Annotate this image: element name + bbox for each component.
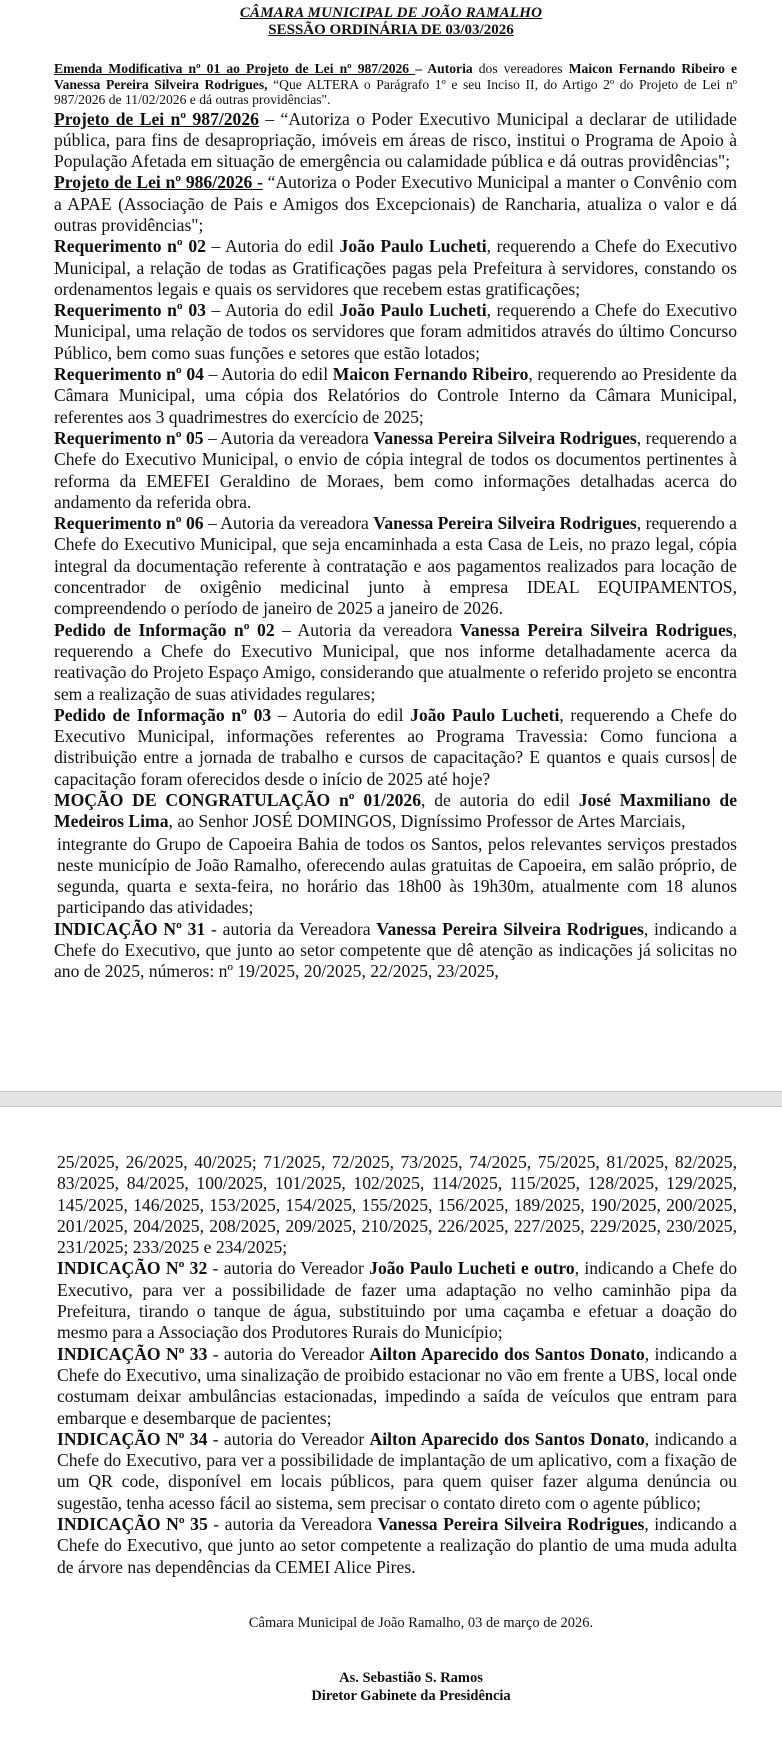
item-author: Ailton Aparecido dos Santos Donato <box>369 1428 645 1449</box>
item-heading: Pedido de Informação nº 03 <box>54 704 272 725</box>
item-requerimento-04: Requerimento nº 04 – Autoria do edil Maicon Fernando Ribeiro, requerendo ao Presidente da Câmara Municipal, uma cópia dos Relatórios do Controle Interno da Câmara Municipal, referentes aos 3 quadrimestres do exercício de 2025; <box>54 364 737 427</box>
item-heading: Projeto de Lei nº 987/2026 <box>54 108 259 129</box>
item-author: Ailton Aparecido dos Santos Donato <box>369 1343 645 1364</box>
page-break-separator <box>0 1091 782 1107</box>
item-author: José Maxmiliano de Medeiros Lima <box>54 790 737 832</box>
item-requerimento-06: Requerimento nº 06 – Autoria da vereadora Vanessa Pereira Silveira Rodrigues, requerendo a Chefe do Executivo Municipal, que seja encaminhada a esta Casa de Leis, no prazo legal, cópia integral da documentação referente à contratação e aos pagamentos realizados para locação de concentrador de oxigênio medicinal junto à empresa IDEAL EQUIPAMENTOS, compreendendo o período de janeiro de 2025 a janeiro de 2026. <box>54 513 737 619</box>
session-title: SESSÃO ORDINÁRIA DE 03/03/2026 <box>268 22 514 38</box>
item-heading: MOÇÃO DE CONGRATULAÇÃO nº 01/2026 <box>54 790 422 810</box>
item-heading: Requerimento nº 04 <box>54 364 204 385</box>
item-heading: Emenda Modificativa nº 01 ao Projeto de Lei nº 987/2026 <box>54 61 416 76</box>
item-indicacao-34: INDICAÇÃO Nº 34 - autoria do Vereador Ailton Aparecido dos Santos Donato, indicando a Chefe do Executivo, para ver a possibilidade de implantação de um aplicativo, com a fixação de um QR code, disponível em locais públicos, para quem quiser fazer alguma denúncia ou sugestão, tenha acesso fácil ao sistema, sem precisar o contato direto com o agente público; <box>57 1428 738 1513</box>
item-heading: Requerimento nº 06 <box>54 513 204 534</box>
document-body-page-1[interactable] <box>54 61 737 983</box>
item-requerimento-02: Requerimento nº 02 – Autoria do edil João Paulo Lucheti, requerendo a Chefe do Executivo Municipal, a relação de todas as Gratificações pagas pela Prefeitura à servidores, constando os ordenamentos legais e quais os servidores que recebem estas gratificações; <box>54 236 737 299</box>
item-indicacao-31-continuation: 25/2025, 26/2025, 40/2025; 71/2025, 72/2025, 73/2025, 74/2025, 75/2025, 81/2025, 82/2025, 83/2025, 84/2025, 100/2025, 101/2025, 102/2025, 114/2025, 115/2025, 128/2025, 129/2025, 145/2025, 146/2025, 153/2025, 154/2025, 155/2025, 156/2025, 189/2025, 190/2025, 200/2025, 201/2025, 204/2025, 208/2025, 209/2025, 210/2025, 226/2025, 227/2025, 229/2025, 230/2025, 231/2025; 233/2025 e 234/2025; <box>57 1152 737 1258</box>
item-author: Vanessa Pereira Silveira Rodrigues <box>376 918 644 939</box>
signature-name: As. Sebastião S. Ramos <box>339 1670 483 1686</box>
item-pedido-informacao-03: Pedido de Informação nº 03 – Autoria do edil João Paulo Lucheti, requerendo a Chefe do Executivo Municipal, informações referentes ao Programa Travessia: Como funciona a distribuição entre a jornada de trabalho e cursos de capacitação? E quantos e quais cursos de capacitação foram oferecidos desde o início de 2025 até hoje? <box>54 704 737 789</box>
item-heading: Requerimento nº 03 <box>54 300 206 321</box>
item-mocao-continuation: integrante do Grupo de Capoeira Bahia de todos os Santos, pelos relevantes serviços prestados neste município de João Ramalho, oferecendo aulas gratuitas de Capoeira, em salão próprio, de segunda, quarta e sexta-feira, no horário das 18h00 às 19h30m, atualmente com 18 alunos participando das atividades; <box>57 833 737 918</box>
signature-role: Diretor Gabinete da Presidência <box>311 1688 511 1704</box>
closing-place-date: Câmara Municipal de João Ramalho, 03 de março de 2026. <box>248 1615 594 1631</box>
item-heading: INDICAÇÃO Nº 35 <box>57 1514 208 1535</box>
document-header <box>0 0 782 39</box>
item-author: Maicon Fernando Ribeiro <box>332 364 529 385</box>
item-heading: INDICAÇÃO Nº 34 <box>57 1428 208 1449</box>
item-author: Vanessa Pereira Silveira Rodrigues <box>373 427 637 448</box>
signature-block <box>0 1669 782 1705</box>
item-indicacao-31: INDICAÇÃO Nº 31 - autoria da Vereadora Vanessa Pereira Silveira Rodrigues, indicando a Chefe do Executivo, que junto ao setor competente que dê atenção as indicações já solicitas no ano de 2025, números: nº 19/2025, 20/2025, 22/2025, 23/2025, <box>54 918 737 982</box>
item-requerimento-05: Requerimento nº 05 – Autoria da vereadora Vanessa Pereira Silveira Rodrigues, requerendo a Chefe do Executivo Municipal, o envio de cópia integral de todos os documentos pertinentes à reforma da EMEFEI Geraldino de Moraes, bem como informações detalhadas acerca do andamento da referida obra. <box>54 427 737 512</box>
item-heading: INDICAÇÃO Nº 33 <box>57 1343 208 1364</box>
item-mocao-congratulacao: MOÇÃO DE CONGRATULAÇÃO nº 01/2026, de autoria do edil José Maxmiliano de Medeiros Lima, ao Senhor JOSÉ DOMINGOS, Digníssimo Professor de Artes Marciais, <box>54 790 737 832</box>
item-author: Vanessa Pereira Silveira Rodrigues <box>377 1514 645 1535</box>
item-authors: Maicon Fernando Ribeiro e Vanessa Pereira Silveira Rodrigues, <box>54 61 738 92</box>
item-pedido-informacao-02: Pedido de Informação nº 02 – Autoria da vereadora Vanessa Pereira Silveira Rodrigues, requerendo a Chefe do Executivo Municipal, que nos informe detalhadamente acerca da reativação do Projeto Espaço Amigo, considerando que atualmente o referido projeto se encontra sem a realização de suas atividades regulares; <box>54 619 738 704</box>
item-heading: INDICAÇÃO Nº 31 <box>54 918 206 939</box>
item-indicacao-32: INDICAÇÃO Nº 32 - autoria do Vereador João Paulo Lucheti e outro, indicando a Chefe do Executivo, para ver a possibilidade de fazer uma adaptação no velho caminhão pipa da Prefeitura, tirando o tanque de água, substituindo por uma caçamba e efetuar a doação do mesmo para a Associação dos Produtores Rurais do Município; <box>57 1258 737 1343</box>
item-author: João Paulo Lucheti <box>339 236 487 257</box>
item-heading: Requerimento nº 02 <box>54 236 206 257</box>
document-body-page-2[interactable] <box>54 1152 737 1578</box>
item-heading: Projeto de Lei nº 986/2026 - <box>54 172 263 193</box>
item-indicacao-33: INDICAÇÃO Nº 33 - autoria do Vereador Ailton Aparecido dos Santos Donato, indicando a Chefe do Executivo, uma sinalização de proibido estacionar no vão em frente a UBS, local onde costumam deixar ambulâncias estacionadas, impedindo a saída de veículos que entram para embarque e desembarque de pacientes; <box>57 1343 738 1428</box>
item-heading: Requerimento nº 05 <box>54 427 204 448</box>
item-author: Vanessa Pereira Silveira Rodrigues <box>373 513 637 534</box>
item-author: João Paulo Lucheti <box>410 704 560 725</box>
item-author: João Paulo Lucheti e outro <box>369 1258 575 1279</box>
item-author: Vanessa Pereira Silveira Rodrigues <box>459 619 733 640</box>
item-emenda: Emenda Modificativa nº 01 ao Projeto de Lei nº 987/2026 – Autoria dos vereadores Maicon Fernando Ribeiro e Vanessa Pereira Silveira Rodrigues, “Que ALTERA o Parágrafo 1º e seu Inciso II, do Artigo 2º do Projeto de Lei nº 987/2026 de 11/02/2026 e dá outras providências". <box>54 61 738 107</box>
item-indicacao-35: INDICAÇÃO Nº 35 - autoria da Vereadora Vanessa Pereira Silveira Rodrigues, indicando a Chefe do Executivo, que junto ao setor competente a realização do plantio de uma muda adulta de árvore nas dependências da CEMEI Alice Pires. <box>57 1514 737 1577</box>
council-title: CÂMARA MUNICIPAL DE JOÃO RAMALHO <box>239 5 543 21</box>
document-page-2 <box>0 1107 782 1739</box>
item-projeto-987: Projeto de Lei nº 987/2026 – “Autoriza o Poder Executivo Municipal a declarar de utilidade pública, para fins de desapropriação, imóveis em áreas de risco, institui o Programa de Apoio à População Afetada em situação de emergência ou calamidade pública e dá outras providências"; <box>54 108 737 172</box>
item-requerimento-03: Requerimento nº 03 – Autoria do edil João Paulo Lucheti, requerendo a Chefe do Executivo Municipal, uma relação de todos os servidores que foram admitidos através do último Concurso Público, bem como suas funções e setores que estão lotados; <box>54 300 737 363</box>
item-projeto-986: Projeto de Lei nº 986/2026 - “Autoriza o Poder Executivo Municipal a manter o Convênio com a APAE (Associação de Pais e Amigos dos Excepcionais) de Rancharia, atualiza o valor e dá outras providências"; <box>54 172 738 235</box>
item-heading: INDICAÇÃO Nº 32 <box>57 1258 208 1279</box>
item-author: João Paulo Lucheti <box>339 300 487 321</box>
item-heading: Pedido de Informação nº 02 <box>54 619 275 640</box>
